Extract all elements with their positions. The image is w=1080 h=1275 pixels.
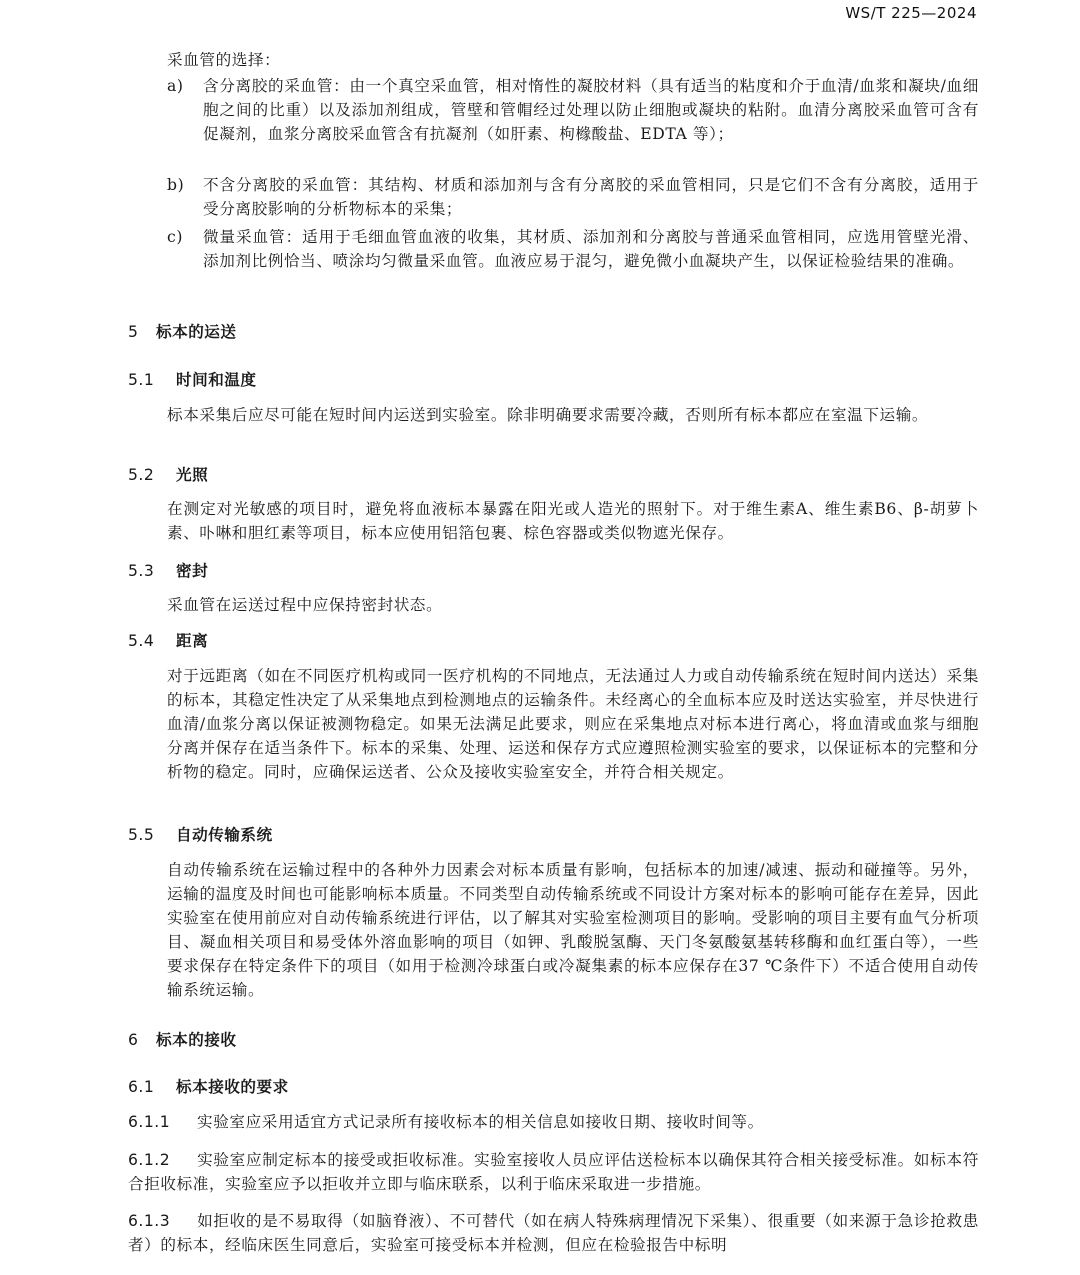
section-title: 距离 — [176, 632, 209, 650]
section-title: 密封 — [176, 562, 209, 580]
subsection-heading-6-1 — [128, 1075, 289, 1099]
section-number: 5.1 — [128, 371, 155, 389]
section-number: 5.4 — [128, 632, 155, 650]
subsection-heading-5-4 — [128, 629, 208, 653]
subsection-heading-5-2 — [128, 463, 208, 487]
document-code: WS/T 225—2024 — [845, 4, 977, 22]
tube-selection-intro: 采血管的选择： — [167, 51, 281, 69]
paragraph-5-5: 自动传输系统在运输过程中的各种外力因素会对标本质量有影响，包括标本的加速/减速、振动和碰撞等。另外，运输的温度及时间也可能影响标本质量。不同类型自动传输系统或不同设计方案对标本的影响可能存在差异，因此实验室在使用前应对自动传输系统进行评估，以了解其对实验室检测项目的影响。受影响的项目主要有血气分析项目、凝血相关项目和易受体外溶血影响的项目（如钾、乳酸脱氢酶、天门冬氨酸氨基转移酶和血红蛋白等），一些要求保存在特定条件下的项目（如用于检测冷球蛋白或冷凝集素的标本应保存在37 ℃条件下）不适合使用自动传输系统运输。 — [167, 861, 979, 999]
list-item-text: 不含分离胶的采血管：其结构、材质和添加剂与含有分离胶的采血管相同，只是它们不含有分离胶，适用于受分离胶影响的分析物标本的采集； — [203, 176, 979, 218]
paragraph-text: 标本采集后应尽可能在短时间内运送到实验室。除非明确要求需要冷藏，否则所有标本都应在室温下运输。 — [167, 406, 929, 424]
section-number: 5 — [128, 323, 139, 341]
clause-number: 6.1.1 — [128, 1113, 171, 1131]
list-item-text: 含分离胶的采血管：由一个真空采血管，相对惰性的凝胶材料（具有适当的粘度和介于血清/血浆和凝块/血细胞之间的比重）以及添加剂组成，管壁和管帽经过处理以防止细胞或凝块的粘附。血清分离胶采血管可含有促凝剂，血浆分离胶采血管含有抗凝剂（如肝素、枸橼酸盐、EDTA 等）； — [203, 77, 979, 143]
clause-6-1-3 — [128, 1209, 979, 1257]
list-marker: b) — [167, 176, 185, 194]
list-item-text: 微量采血管：适用于毛细血管血液的收集，其材质、添加剂和分离胶与普通采血管相同，应选用管壁光滑、添加剂比例恰当、喷涂均匀微量采血管。血液应易于混匀，避免微小血凝块产生，以保证检验结果的准确。 — [203, 228, 979, 270]
clause-number: 6.1.2 — [128, 1151, 171, 1169]
section-heading-6 — [128, 1028, 236, 1052]
clause-6-1-2 — [128, 1148, 979, 1196]
section-number: 5.5 — [128, 826, 155, 844]
section-title: 时间和温度 — [176, 371, 257, 389]
list-marker: c) — [167, 228, 184, 246]
clause-6-1-1 — [128, 1110, 979, 1134]
section-title: 标本的运送 — [156, 323, 237, 341]
clause-text: 实验室应制定标本的接受或拒收标准。实验室接收人员应评估送检标本以确保其符合相关接受标准。如标本符合拒收标准，实验室应予以拒收并立即与临床联系，以利于临床采取进一步措施。 — [128, 1151, 979, 1193]
paragraph-5-1 — [167, 403, 979, 427]
clause-number: 6.1.3 — [128, 1212, 171, 1230]
list-item-a — [167, 74, 979, 146]
clause-text: 如拒收的是不易取得（如脑脊液）、不可替代（如在病人特殊病理情况下采集）、很重要（如来源于急诊抢救患者）的标本，经临床医生同意后，实验室可接受标本并检测，但应在检验报告中标明 — [128, 1212, 979, 1254]
clause-text: 实验室应采用适宜方式记录所有接收标本的相关信息如接收日期、接收时间等。 — [197, 1113, 764, 1131]
subsection-heading-5-3 — [128, 559, 208, 583]
section-title: 光照 — [176, 466, 209, 484]
section-number: 5.3 — [128, 562, 155, 580]
subsection-heading-5-5 — [128, 823, 273, 847]
paragraph-5-3: 采血管在运送过程中应保持密封状态。 — [167, 596, 443, 614]
section-number: 6 — [128, 1031, 139, 1049]
section-title: 自动传输系统 — [176, 826, 273, 844]
paragraph-5-2: 在测定对光敏感的项目时，避免将血液标本暴露在阳光或人造光的照射下。对于维生素A、维生素B6、β-胡萝卜素、卟啉和胆红素等项目，标本应使用铝箔包裹、棕色容器或类似物遮光保存。 — [167, 500, 979, 542]
section-number: 5.2 — [128, 466, 155, 484]
section-heading-5 — [128, 320, 236, 344]
subsection-heading-5-1 — [128, 368, 256, 392]
list-item-b — [167, 173, 979, 221]
list-marker: a) — [167, 77, 184, 95]
paragraph-5-4: 对于远距离（如在不同医疗机构或同一医疗机构的不同地点，无法通过人力或自动传输系统在短时间内送达）采集的标本，其稳定性决定了从采集地点到检测地点的运输条件。未经离心的全血标本应及时送达实验室，并尽快进行血清/血浆分离以保证被测物稳定。如果无法满足此要求，则应在采集地点对标本进行离心，将血清或血浆与细胞分离并保存在适当条件下。标本的采集、处理、运送和保存方式应遵照检测实验室的要求，以保证标本的完整和分析物的稳定。同时，应确保运送者、公众及接收实验室安全，并符合相关规定。 — [167, 667, 979, 781]
list-item-c — [167, 225, 979, 273]
section-title: 标本的接收 — [156, 1031, 237, 1049]
section-number: 6.1 — [128, 1078, 155, 1096]
section-title: 标本接收的要求 — [176, 1078, 289, 1096]
